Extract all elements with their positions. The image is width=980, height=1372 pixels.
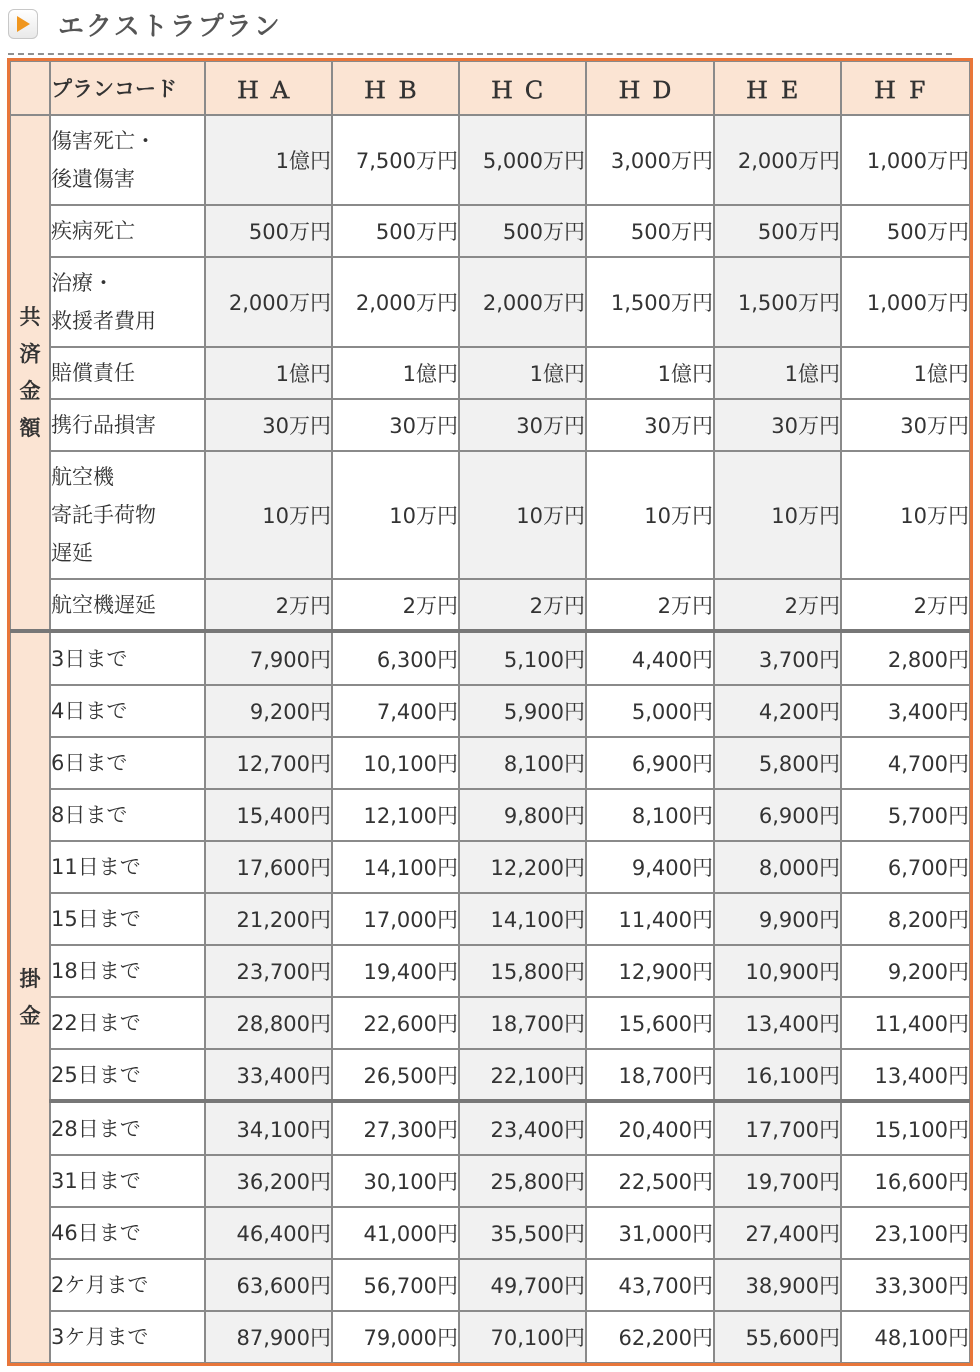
table-cell: 26,500円 xyxy=(332,1049,459,1101)
table-cell: 6,900円 xyxy=(586,737,714,789)
table-cell: 1億円 xyxy=(714,347,841,399)
table-cell: 27,400円 xyxy=(714,1207,841,1259)
table-cell: 19,400円 xyxy=(332,945,459,997)
table-cell: 13,400円 xyxy=(841,1049,970,1101)
table-cell: 25,800円 xyxy=(459,1155,586,1207)
table-cell: 10万円 xyxy=(714,451,841,579)
plan-table xyxy=(9,60,971,1364)
table-cell: 35,500円 xyxy=(459,1207,586,1259)
table-cell: 7,900円 xyxy=(205,631,332,685)
table-cell: 30万円 xyxy=(714,399,841,451)
table-cell: 2,000万円 xyxy=(459,257,586,347)
table-cell: 18,700円 xyxy=(586,1049,714,1101)
table-cell: 500万円 xyxy=(205,205,332,257)
row-label: 3日まで xyxy=(50,631,205,685)
table-cell: 87,900円 xyxy=(205,1311,332,1363)
table-cell: 5,000円 xyxy=(586,685,714,737)
table-cell: 1億円 xyxy=(459,347,586,399)
section-label-char: 額 xyxy=(19,415,41,440)
table-row xyxy=(10,451,970,579)
table-cell: 14,100円 xyxy=(332,841,459,893)
table-cell: 3,000万円 xyxy=(586,115,714,205)
table-cell: 15,400円 xyxy=(205,789,332,841)
section-label-char: 掛 xyxy=(19,966,41,991)
table-cell: 12,900円 xyxy=(586,945,714,997)
table-cell: 4,400円 xyxy=(586,631,714,685)
table-cell: 63,600円 xyxy=(205,1259,332,1311)
table-cell: 30,100円 xyxy=(332,1155,459,1207)
table-cell: 55,600円 xyxy=(714,1311,841,1363)
table-cell: 1億円 xyxy=(841,347,970,399)
header-plan-code: ＨＢ xyxy=(332,61,459,115)
row-label: 22日まで xyxy=(50,997,205,1049)
coverage-section-label xyxy=(10,115,50,631)
table-row xyxy=(10,631,970,685)
table-cell: 3,700円 xyxy=(714,631,841,685)
table-row xyxy=(10,1101,970,1155)
table-cell: 1,500万円 xyxy=(714,257,841,347)
table-row xyxy=(10,115,970,205)
page-title: エクストラプラン xyxy=(58,11,282,42)
table-row xyxy=(10,737,970,789)
table-cell: 12,200円 xyxy=(459,841,586,893)
row-label: 18日まで xyxy=(50,945,205,997)
table-cell: 6,300円 xyxy=(332,631,459,685)
table-cell: 70,100円 xyxy=(459,1311,586,1363)
table-cell: 48,100円 xyxy=(841,1311,970,1363)
table-cell: 10万円 xyxy=(332,451,459,579)
table-cell: 62,200円 xyxy=(586,1311,714,1363)
table-cell: 14,100円 xyxy=(459,893,586,945)
header-corner xyxy=(10,61,50,115)
table-cell: 34,100円 xyxy=(205,1101,332,1155)
table-cell: 2,000万円 xyxy=(714,115,841,205)
row-label: 6日まで xyxy=(50,737,205,789)
table-cell: 1億円 xyxy=(205,347,332,399)
title-divider xyxy=(8,53,952,55)
table-row xyxy=(10,1049,970,1101)
table-row xyxy=(10,399,970,451)
table-cell: 30万円 xyxy=(459,399,586,451)
table-cell: 46,400円 xyxy=(205,1207,332,1259)
row-label: 25日まで xyxy=(50,1049,205,1101)
table-cell: 23,400円 xyxy=(459,1101,586,1155)
table-cell: 22,500円 xyxy=(586,1155,714,1207)
table-cell: 33,300円 xyxy=(841,1259,970,1311)
row-label: 2ケ月まで xyxy=(50,1259,205,1311)
table-cell: 23,100円 xyxy=(841,1207,970,1259)
table-cell: 2万円 xyxy=(714,579,841,631)
table-cell: 1億円 xyxy=(586,347,714,399)
table-cell: 2万円 xyxy=(841,579,970,631)
table-cell: 10,900円 xyxy=(714,945,841,997)
table-cell: 38,900円 xyxy=(714,1259,841,1311)
table-cell: 13,400円 xyxy=(714,997,841,1049)
row-label: 航空機遅延 xyxy=(50,579,205,631)
table-cell: 30万円 xyxy=(841,399,970,451)
table-row xyxy=(10,1207,970,1259)
table-cell: 500万円 xyxy=(714,205,841,257)
table-cell: 8,100円 xyxy=(459,737,586,789)
table-cell: 500万円 xyxy=(332,205,459,257)
row-label: 15日まで xyxy=(50,893,205,945)
table-cell: 6,700円 xyxy=(841,841,970,893)
section-label-char: 金 xyxy=(19,378,41,403)
table-cell: 17,000円 xyxy=(332,893,459,945)
row-label: 治療・ 救援者費用 xyxy=(50,257,205,347)
row-label: 46日まで xyxy=(50,1207,205,1259)
table-cell: 19,700円 xyxy=(714,1155,841,1207)
table-cell: 6,900円 xyxy=(714,789,841,841)
table-cell: 16,100円 xyxy=(714,1049,841,1101)
table-cell: 9,200円 xyxy=(205,685,332,737)
table-cell: 20,400円 xyxy=(586,1101,714,1155)
table-cell: 5,700円 xyxy=(841,789,970,841)
table-cell: 9,900円 xyxy=(714,893,841,945)
table-row xyxy=(10,1259,970,1311)
table-cell: 36,200円 xyxy=(205,1155,332,1207)
table-cell: 2,000万円 xyxy=(332,257,459,347)
row-label: 携行品損害 xyxy=(50,399,205,451)
table-cell: 2万円 xyxy=(205,579,332,631)
table-cell: 30万円 xyxy=(205,399,332,451)
premium-section-label xyxy=(10,631,50,1363)
table-cell: 8,100円 xyxy=(586,789,714,841)
row-label: 11日まで xyxy=(50,841,205,893)
table-cell: 15,100円 xyxy=(841,1101,970,1155)
row-label: 31日まで xyxy=(50,1155,205,1207)
table-cell: 8,000円 xyxy=(714,841,841,893)
row-label: 航空機 寄託手荷物 遅延 xyxy=(50,451,205,579)
table-row xyxy=(10,347,970,399)
table-cell: 27,300円 xyxy=(332,1101,459,1155)
section-title-bar xyxy=(8,4,972,44)
table-cell: 4,200円 xyxy=(714,685,841,737)
table-cell: 31,000円 xyxy=(586,1207,714,1259)
table-cell: 5,000万円 xyxy=(459,115,586,205)
table-cell: 10万円 xyxy=(459,451,586,579)
table-row xyxy=(10,685,970,737)
header-plan-code: ＨＣ xyxy=(459,61,586,115)
header-row xyxy=(10,61,970,115)
table-cell: 22,600円 xyxy=(332,997,459,1049)
table-cell: 2,800円 xyxy=(841,631,970,685)
table-row xyxy=(10,1311,970,1363)
table-row xyxy=(10,945,970,997)
header-plan-code: ＨＡ xyxy=(205,61,332,115)
table-cell: 10万円 xyxy=(586,451,714,579)
table-cell: 16,600円 xyxy=(841,1155,970,1207)
table-cell: 1億円 xyxy=(205,115,332,205)
table-row xyxy=(10,205,970,257)
header-plan-code: ＨＥ xyxy=(714,61,841,115)
table-cell: 7,500万円 xyxy=(332,115,459,205)
table-cell: 5,800円 xyxy=(714,737,841,789)
table-cell: 43,700円 xyxy=(586,1259,714,1311)
table-row xyxy=(10,841,970,893)
table-cell: 30万円 xyxy=(586,399,714,451)
table-cell: 1,000万円 xyxy=(841,115,970,205)
table-row xyxy=(10,789,970,841)
header-plan-code: ＨＦ xyxy=(841,61,970,115)
section-label-char: 共 xyxy=(19,304,41,329)
table-cell: 9,200円 xyxy=(841,945,970,997)
table-cell: 41,000円 xyxy=(332,1207,459,1259)
table-cell: 17,600円 xyxy=(205,841,332,893)
table-cell: 10万円 xyxy=(205,451,332,579)
table-cell: 2,000万円 xyxy=(205,257,332,347)
table-cell: 500万円 xyxy=(459,205,586,257)
table-cell: 33,400円 xyxy=(205,1049,332,1101)
row-label: 8日まで xyxy=(50,789,205,841)
table-cell: 8,200円 xyxy=(841,893,970,945)
table-cell: 9,800円 xyxy=(459,789,586,841)
table-cell: 23,700円 xyxy=(205,945,332,997)
table-cell: 15,600円 xyxy=(586,997,714,1049)
table-cell: 49,700円 xyxy=(459,1259,586,1311)
table-cell: 30万円 xyxy=(332,399,459,451)
header-plan-code-label: プランコード xyxy=(50,61,205,115)
table-cell: 18,700円 xyxy=(459,997,586,1049)
section-label-char: 金 xyxy=(19,1003,41,1028)
table-cell: 21,200円 xyxy=(205,893,332,945)
table-cell: 10万円 xyxy=(841,451,970,579)
row-label: 傷害死亡・ 後遺傷害 xyxy=(50,115,205,205)
table-cell: 12,700円 xyxy=(205,737,332,789)
table-cell: 12,100円 xyxy=(332,789,459,841)
table-cell: 17,700円 xyxy=(714,1101,841,1155)
play-icon xyxy=(8,9,38,39)
table-cell: 5,900円 xyxy=(459,685,586,737)
row-label: 28日まで xyxy=(50,1101,205,1155)
table-cell: 500万円 xyxy=(586,205,714,257)
table-cell: 79,000円 xyxy=(332,1311,459,1363)
table-cell: 3,400円 xyxy=(841,685,970,737)
table-cell: 15,800円 xyxy=(459,945,586,997)
table-cell: 28,800円 xyxy=(205,997,332,1049)
table-cell: 2万円 xyxy=(332,579,459,631)
table-cell: 56,700円 xyxy=(332,1259,459,1311)
table-row xyxy=(10,893,970,945)
table-cell: 1億円 xyxy=(332,347,459,399)
table-cell: 4,700円 xyxy=(841,737,970,789)
table-cell: 1,000万円 xyxy=(841,257,970,347)
row-label: 4日まで xyxy=(50,685,205,737)
table-cell: 10,100円 xyxy=(332,737,459,789)
table-cell: 2万円 xyxy=(586,579,714,631)
table-cell: 1,500万円 xyxy=(586,257,714,347)
table-cell: 11,400円 xyxy=(841,997,970,1049)
table-row xyxy=(10,1155,970,1207)
row-label: 疾病死亡 xyxy=(50,205,205,257)
section-label-char: 済 xyxy=(19,341,41,366)
table-row xyxy=(10,997,970,1049)
table-cell: 22,100円 xyxy=(459,1049,586,1101)
table-cell: 500万円 xyxy=(841,205,970,257)
table-cell: 9,400円 xyxy=(586,841,714,893)
row-label: 賠償責任 xyxy=(50,347,205,399)
table-cell: 2万円 xyxy=(459,579,586,631)
table-row xyxy=(10,579,970,631)
table-cell: 5,100円 xyxy=(459,631,586,685)
header-plan-code: ＨＤ xyxy=(586,61,714,115)
row-label: 3ケ月まで xyxy=(50,1311,205,1363)
table-cell: 11,400円 xyxy=(586,893,714,945)
table-row xyxy=(10,257,970,347)
table-cell: 7,400円 xyxy=(332,685,459,737)
